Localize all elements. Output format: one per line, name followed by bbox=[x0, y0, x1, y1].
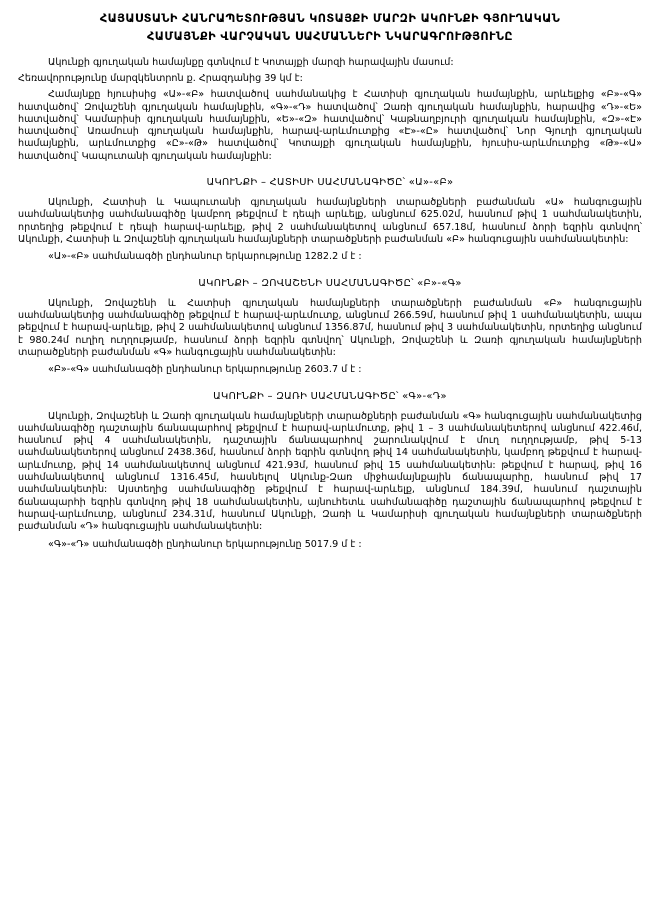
section-2-paragraph-1: Ակունքի, Զովաշենի և Հատիսի գյուղական համայնքների տարածքների բաժանման «Բ» հանգուցային սահմանակետից սահմանագիծը թեքվում է հարավ-արևմուտք, անցնում 266.59մ, հասնում թիվ 1 սահմանակետին, ապա թեքվում է հարավ-արևելք, թիվ 2 սահմանակետով անցնում 1356.87մ, հասնում թիվ 3 սահմանակետին, որտեղից անցնում է 980.24մ ուղիղ ուղղությամբ, հասնում ձորի եզրին գտնվող՝ Ակունքի, Զովաշենի և Զառի գյուղական համայնքների տարածքների բաժանման «Գ» հանգուցային սահմանակետին: bbox=[18, 297, 642, 358]
section-akunk-zovashen bbox=[18, 278, 642, 377]
section-heading-1: ԱԿՈՒՆՔԻ – ՀԱՏԻՍԻ ՍԱՀՄԱՆԱԳԻԾԸ՝ «Ա»-«Բ» bbox=[206, 177, 454, 189]
section-1-paragraph-1: Ակունքի, Հատիսի և Կապուտանի գյուղական համայնքների տարածքների բաժանման «Ա» հանգուցային սահմանակետից սահմանագիծը կամբող թեքվում է դեպի արևելք, անցնում 625.02մ, հասնում թիվ 1 սահմանակետին, որտեղից թեքվում է դեպի հարավ-արևելք, թիվ 2 սահմանակետով անցնում 657.18մ, հասնում ձորի եզրին գտնվող՝ Ակունքի, Հատիսի և Զովաշենի գյուղական համայնքների տարածքների բաժանման «Բ» հանգուցային սահմանակետին: bbox=[18, 197, 642, 246]
intro-paragraph-2: Հեռավորությունը մարզկենտրոն ք. Հրազդանից 39 կմ է: bbox=[18, 72, 303, 84]
intro-paragraph-1: Ակունքի գյուղական համայնքը գտնվում է Կոտայքի մարզի հարավային մասում: bbox=[48, 56, 454, 68]
section-akunk-hatis bbox=[18, 177, 642, 264]
intro-block bbox=[18, 57, 642, 164]
section-heading-2: ԱԿՈՒՆՔԻ – ԶՈՎԱՇԵՆԻ ՍԱՀՄԱՆԱԳԻԾԸ՝ «Բ»-«Գ» bbox=[198, 277, 462, 289]
section-1-result: «Ա»-«Բ» սահմանագծի ընդհանուր երկարությունը 1282.2 մ է : bbox=[48, 251, 362, 263]
title-line-1: ՀԱՅԱՍՏԱՆԻ ՀԱՆՐԱՊԵՏՈՒԹՅԱՆ ԿՈՏԱՅՔԻ ՄԱՐԶԻ ԱԿՈՒՆՔԻ ԳՅՈՒՂԱԿԱՆ bbox=[99, 12, 561, 25]
section-akunk-zar bbox=[18, 391, 642, 551]
section-heading-3: ԱԿՈՒՆՔԻ – ԶԱՌԻ ՍԱՀՄԱՆԱԳԻԾԸ՝ «Գ»-«Դ» bbox=[213, 390, 447, 402]
section-3-result: «Գ»-«Դ» սահմանագծի ընդհանուր երկարությունը 5017.9 մ է : bbox=[48, 538, 362, 550]
intro-paragraph-3: Համայնքը հյուսիսից «Ա»-«Բ» հատվածով սահմանակից է Հատիսի գյուղական համայնքին, արևելքից «Բ»-«Գ» հատվածով՝ Զովաշենի գյուղական համայնքին, «Գ»-«Դ» հատվածով՝ Զառի գյուղական համայնքին, հարավից «Դ»-«Ե» հատվածով՝ Կամարիսի գյուղական համայնքին, «Ե»-«Զ» հատվածով՝ Կաթնաղբյուրի գյուղական համայնքին, «Զ»-«Է» հատվածով՝ Առամուսի գյուղական համայնքին, հարավ-արևմուտքից «Է»-«Ը» հատվածով՝ Նոր Գյուղի գյուղական համայնքին, արևմուտքից «Ը»-«Թ» հատվածով՝ Կոտայքի գյուղական համայնքին, հյուսիս-արևմուտքից «Թ»-«Ա» հատվածով՝ Կապուտանի գյուղական համայնքին: bbox=[18, 89, 642, 162]
section-3-paragraph-1: Ակունքի, Զովաշենի և Զառի գյուղական համայնքների տարածքների բաժանման «Գ» հանգուցային սահմանակետից սահմանագիծը դաշտային ճանապարհով թեքվում է հարավ-արևմուտք, թիվ 1 – 3 սահմանակետերով անցնում 422.46մ, հասնում թիվ 4 սահմանակետին, դաշտային ճանապարհով շարունակվում է մուղ ուղղությամբ, թիվ 5-13 սահմանակետերով անցնում 2438.36մ, հասնում ձորի եզրին գտնվող թիվ 14 սահմանակետին, կամբող թեքվում է հարավ-արևմուտք, թիվ 14 սահմանակետով անցնում 421.93մ, հասնում թիվ 15 սահմանակետին: թեքվում է հարավ, թիվ 16 սահմանակետով անցնում 1316.45մ, հասնելով Ակունք-Զառ միջհամայնքային ճանապարհը, հասնում թիվ 17 սահմանակետին: Այստեղից սահմանագիծը թեքվում է հարավ-արևելք, անցնում 184.39մ, հասնում դաշտային ճանապարհի եզրին գտնվող թիվ 18 սահմանակետին, այնուհետև սահմանագիծը դաշտային ճանապարհով թեքվում է հարավ-արևմուտք, անցնում 234.31մ, հասնում Ակունքի, Զառի և Կամարիսի գյուղական համայնքների տարածքների բաժանման «Դ» հանգուցային սահմանակետին: bbox=[18, 410, 642, 533]
title-line-2: ՀԱՄԱՅՆՔԻ ՎԱՐՉԱԿԱՆ ՍԱՀՄԱՆՆԵՐԻ ՆԿԱՐԱԳՐՈՒԹՅՈՒՆԸ bbox=[147, 30, 513, 44]
section-2-result: «Բ»-«Գ» սահմանագծի ընդհանուր երկարությունը 2603.7 մ է : bbox=[48, 364, 362, 376]
document-title bbox=[18, 10, 642, 47]
